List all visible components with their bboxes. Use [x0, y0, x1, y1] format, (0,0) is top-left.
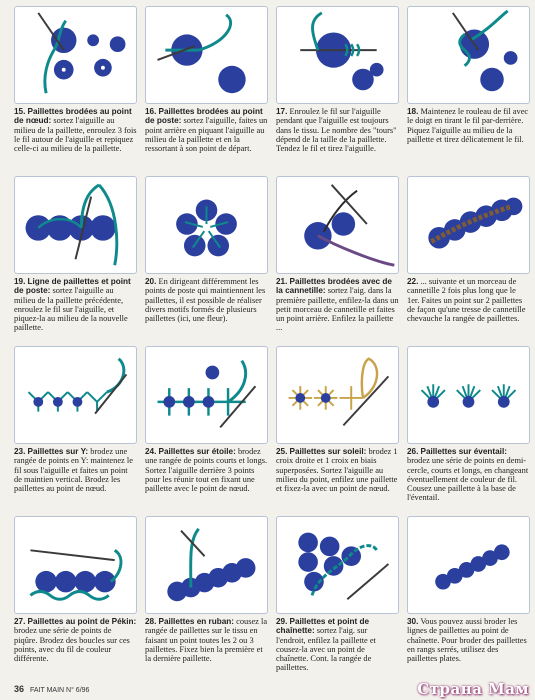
step-number: 19. — [14, 277, 26, 286]
step-title: Paillettes sur étoile: — [158, 447, 236, 456]
step-text: sortez l'aig. sur l'endroit, enfilez la paillette et cousez-la avec un point de chaînette. Cont. la rangée de paillettes. — [276, 626, 376, 673]
step-card — [14, 6, 137, 172]
step-text: ... suivante et un morceau de cannetille 2 fois plus long que le 1er. Faites un point sur 2 paillettes de façon qu'une tresse de cannetille chevauche la rangée de paillettes. — [407, 277, 526, 324]
step-text: sortez l'aiguille au milieu de la paillette, enroulez 3 fois le fil autour de l'aiguille et repiquez celle-ci au milieu de la paillette. — [14, 116, 137, 154]
step-illustration — [14, 346, 137, 444]
step-text: brodez 1 croix droite et 1 croix en biais superposées. Sortez l'aiguille au milieu du point, enfilez une paillette et fixez-la avec un point de nœud. — [276, 447, 398, 494]
page-number: 36 — [14, 684, 25, 694]
step-text: sortez l'aig. dans la première paillette, enfilez-la dans un petit morceau de cannetille et faites un point arrière. Enfilez la paillette ... — [276, 286, 399, 333]
step-title: Paillettes sur éventail: — [420, 447, 507, 456]
step-caption — [276, 277, 399, 333]
step-illustration — [276, 176, 399, 274]
step-number: 27. — [14, 617, 26, 626]
step-illustration — [276, 516, 399, 614]
step-title: Paillettes brodées avec de la cannetille: — [276, 277, 392, 296]
step-number: 29. — [276, 617, 288, 626]
step-illustration — [276, 6, 399, 104]
step-number: 30. — [407, 617, 419, 626]
step-card — [407, 346, 530, 512]
step-text: brodez une rangée de points en Y: maintenez le fil sous l'aiguille et faites un point de maintien vertical. Brodez les paillettes au point de nœud. — [14, 447, 133, 494]
step-card — [14, 176, 137, 342]
step-illustration — [407, 6, 530, 104]
step-card — [276, 6, 399, 172]
step-caption — [14, 277, 137, 333]
step-card — [14, 346, 137, 512]
step-title: Paillettes sur Y: — [27, 447, 89, 456]
step-number: 24. — [145, 447, 157, 456]
step-card — [14, 516, 137, 682]
step-card — [407, 516, 530, 682]
step-number: 17. — [276, 107, 288, 116]
step-illustration — [407, 516, 530, 614]
step-number: 21. — [276, 277, 288, 286]
step-caption — [276, 617, 399, 673]
step-number: 25. — [276, 447, 288, 456]
step-illustration — [407, 346, 530, 444]
step-number: 22. — [407, 277, 419, 286]
step-title: Paillettes en ruban: — [158, 617, 235, 626]
step-illustration — [145, 176, 268, 274]
step-title: Paillettes au point de Pékin: — [27, 617, 137, 626]
instruction-grid — [14, 6, 530, 682]
step-text: brodez une série de points en demi-cercle, courts et longs, en changeant éventuellement de couleur de fil. Cousez une paillette à la base de l'éventail. — [407, 456, 529, 503]
magazine-name: FAIT MAIN N° 6/96 — [29, 687, 90, 694]
step-number: 26. — [407, 447, 419, 456]
step-caption — [145, 107, 268, 153]
step-card — [145, 346, 268, 512]
step-caption — [407, 617, 530, 663]
step-text: En dirigeant différemment les points de poste qui maintiennent les paillettes, il est possible de réaliser divers motifs formés de plusieurs paillettes (ici, une fleur). — [145, 277, 266, 324]
step-caption — [14, 447, 137, 493]
step-caption — [14, 107, 137, 153]
step-card — [407, 6, 530, 172]
step-card — [407, 176, 530, 342]
step-illustration — [407, 176, 530, 274]
step-illustration — [276, 346, 399, 444]
step-illustration — [14, 516, 137, 614]
step-illustration — [145, 6, 268, 104]
step-text: Vous pouvez aussi broder les lignes de paillettes au point de chaînette. Pour broder des paillettes en rangs serrés, utilisez des paillettes plates. — [407, 617, 527, 664]
page-footer — [14, 684, 89, 694]
step-text: brodez une rangée de points courts et longs. Sortez l'aiguille derrière 3 points pour les réunir tout en fixant une paillette avec le point de nœud. — [145, 447, 268, 494]
step-card — [276, 346, 399, 512]
step-text: sortez l'aiguille au milieu de la paillette précédente, enroulez le fil sur l'aiguille, et piquez-la au milieu de la nouvelle paillette. — [14, 286, 128, 333]
step-card — [276, 516, 399, 682]
step-illustration — [14, 176, 137, 274]
step-number: 15. — [14, 107, 26, 116]
step-title: Paillettes brodées au point de nœud: — [14, 107, 132, 126]
step-caption — [14, 617, 137, 663]
step-title: Paillettes et point de chaînette: — [276, 617, 370, 636]
step-number: 18. — [407, 107, 419, 116]
step-caption — [145, 617, 268, 663]
watermark: Страна Мам — [417, 680, 529, 698]
step-card — [276, 176, 399, 342]
step-text: sortez l'aiguille, faites un point arrière en piquant l'aiguille au milieu de la paillette et en la ressortant à son point de départ. — [145, 116, 268, 154]
step-card — [145, 6, 268, 172]
step-card — [145, 176, 268, 342]
step-caption — [276, 107, 399, 153]
step-number: 16. — [145, 107, 157, 116]
step-caption — [145, 447, 268, 493]
step-text: cousez la rangée de paillettes sur le tissu en faisant un point toutes les 2 ou 3 paillettes. Fixez bien la première et la dernière paillette. — [145, 617, 268, 664]
step-number: 20. — [145, 277, 157, 286]
step-title: Paillettes sur soleil: — [289, 447, 367, 456]
step-caption — [407, 107, 530, 144]
step-caption — [145, 277, 268, 323]
step-card — [145, 516, 268, 682]
step-title: Paillettes brodées au point de poste: — [145, 107, 263, 126]
step-caption — [407, 447, 530, 503]
step-text: Maintenez le rouleau de fil avec le doigt en tirant le fil par-derrière. Piquez l'aiguille au milieu de la paillette et tirez délicatement le fil. — [407, 107, 529, 144]
step-number: 23. — [14, 447, 26, 456]
step-illustration — [14, 6, 137, 104]
step-illustration — [145, 346, 268, 444]
step-illustration — [145, 516, 268, 614]
step-text: brodez une série de points de piqûre. Brodez des boucles sur ces points, avec du fil de couleur différente. — [14, 626, 130, 664]
step-text: Enroulez le fil sur l'aiguille pendant que l'aiguille est toujours dans le tissu. Le nombre des "tours" dépend de la taille de la paillette. Tendez le fil et tirez l'aiguille. — [276, 107, 397, 154]
step-title: Ligne de paillettes et point de poste: — [14, 277, 131, 296]
step-caption — [276, 447, 399, 493]
step-caption — [407, 277, 530, 323]
step-number: 28. — [145, 617, 157, 626]
